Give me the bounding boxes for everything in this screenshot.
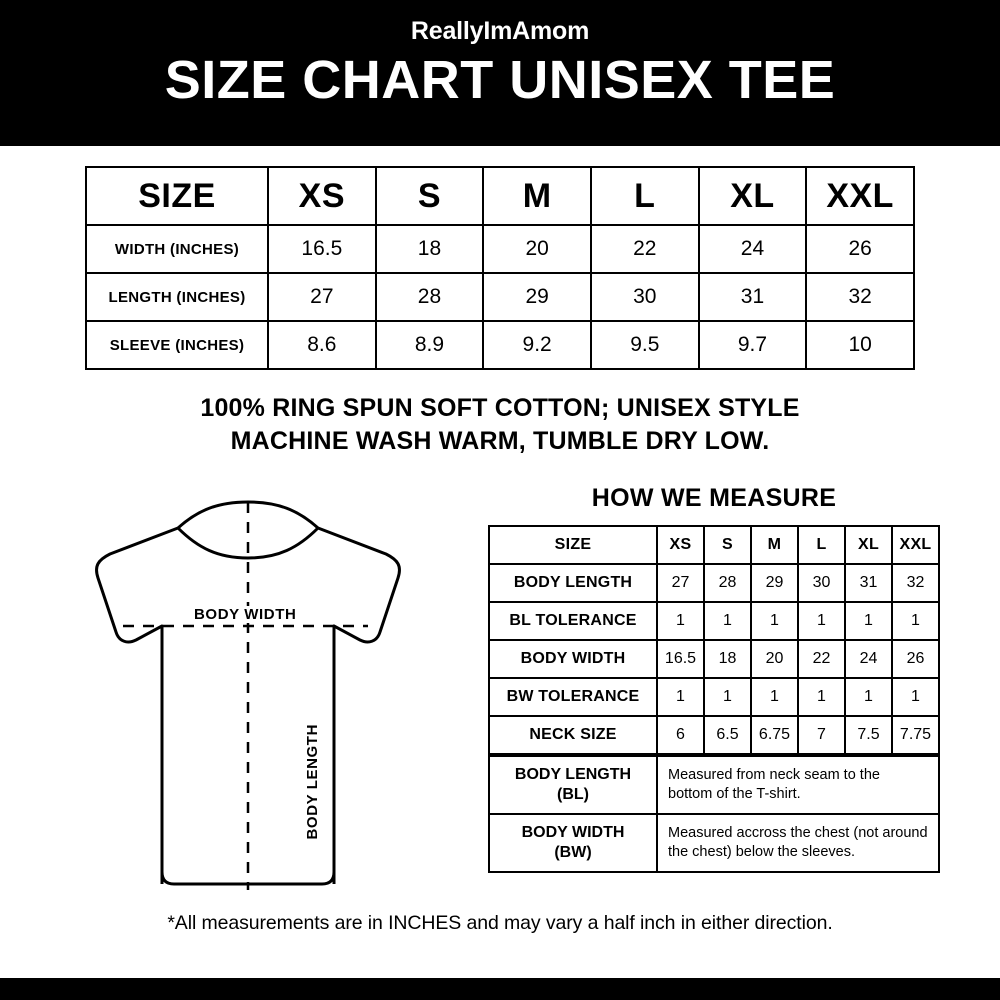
measure-table (488, 525, 940, 755)
measure-cell-blt-s: 1 (704, 602, 751, 640)
measure-cell-neck-m: 6.75 (751, 716, 798, 754)
measure-cell-neck-xl: 7.5 (845, 716, 892, 754)
cell-length-m: 29 (483, 273, 591, 321)
table-row (489, 678, 939, 716)
table-header-row (489, 526, 939, 564)
table-row (489, 640, 939, 678)
measure-column-header-xxl: XXL (892, 526, 939, 564)
measure-cell-bw-xs: 16.5 (657, 640, 704, 678)
cell-width-m: 20 (483, 225, 591, 273)
care-line-1: 100% RING SPUN SOFT COTTON; UNISEX STYLE (200, 394, 800, 422)
measure-cell-neck-l: 7 (798, 716, 845, 754)
shirt-diagram (40, 480, 460, 900)
measure-column-header-size: SIZE (489, 526, 657, 564)
definition-row (489, 814, 939, 872)
bottom-bar (0, 978, 1000, 1000)
measure-cell-bwt-xs: 1 (657, 678, 704, 716)
measure-cell-neck-xs: 6 (657, 716, 704, 754)
measure-cell-bwt-m: 1 (751, 678, 798, 716)
column-header-xxl: XXL (806, 167, 914, 225)
measure-row-label-bw-tolerance: BW TOLERANCE (489, 678, 657, 716)
definition-text-body-width: Measured accross the chest (not around the chest) below the sleeves. (657, 814, 939, 872)
measure-cell-blt-l: 1 (798, 602, 845, 640)
tshirt-outline-icon (68, 480, 428, 900)
table-row (86, 321, 914, 369)
care-instructions (40, 392, 960, 458)
cell-sleeve-l: 9.5 (591, 321, 699, 369)
brand-logo: ReallyImAmom (410, 17, 590, 45)
measure-cell-bw-m: 20 (751, 640, 798, 678)
cell-sleeve-xs: 8.6 (268, 321, 376, 369)
how-we-measure-title: HOW WE MEASURE (591, 484, 837, 512)
measure-cell-bwt-s: 1 (704, 678, 751, 716)
measure-cell-neck-xxl: 7.75 (892, 716, 939, 754)
table-header-row (86, 167, 914, 225)
table-row (489, 716, 939, 754)
measure-column-header-xs: XS (657, 526, 704, 564)
page-body (0, 146, 1000, 1000)
definition-row (489, 756, 939, 814)
measure-row-label-body-length: BODY LENGTH (489, 564, 657, 602)
measure-cell-bl-m: 29 (751, 564, 798, 602)
cell-length-s: 28 (376, 273, 484, 321)
measure-column-header-xl: XL (845, 526, 892, 564)
definition-term-line-1: BODY WIDTH (521, 824, 625, 841)
footnote: *All measurements are in INCHES and may vary a half inch in either direction. (167, 912, 833, 934)
measure-cell-bw-xl: 24 (845, 640, 892, 678)
cell-width-s: 18 (376, 225, 484, 273)
measure-cell-bl-xs: 27 (657, 564, 704, 602)
measure-column-header-l: L (798, 526, 845, 564)
cell-sleeve-m: 9.2 (483, 321, 591, 369)
measure-cell-bl-s: 28 (704, 564, 751, 602)
cell-length-xs: 27 (268, 273, 376, 321)
measure-cell-blt-xxl: 1 (892, 602, 939, 640)
cell-width-xxl: 26 (806, 225, 914, 273)
cell-length-xl: 31 (699, 273, 807, 321)
label-body-width: BODY WIDTH (190, 606, 300, 623)
cell-length-l: 30 (591, 273, 699, 321)
row-label-sleeve: SLEEVE (INCHES) (86, 321, 268, 369)
column-header-xs: XS (268, 167, 376, 225)
definitions-table (488, 755, 940, 873)
cell-width-l: 22 (591, 225, 699, 273)
cell-sleeve-xl: 9.7 (699, 321, 807, 369)
lower-section (40, 480, 960, 900)
table-row (489, 564, 939, 602)
measure-cell-bwt-xxl: 1 (892, 678, 939, 716)
row-label-length: LENGTH (INCHES) (86, 273, 268, 321)
cell-width-xs: 16.5 (268, 225, 376, 273)
care-line-2: MACHINE WASH WARM, TUMBLE DRY LOW. (230, 427, 770, 455)
measure-cell-bl-l: 30 (798, 564, 845, 602)
column-header-m: M (483, 167, 591, 225)
definition-term-line-1: BODY LENGTH (514, 766, 632, 783)
how-we-measure-section (460, 480, 960, 873)
measure-cell-bw-xxl: 26 (892, 640, 939, 678)
measure-cell-bl-xl: 31 (845, 564, 892, 602)
column-header-size: SIZE (86, 167, 268, 225)
measure-cell-bw-s: 18 (704, 640, 751, 678)
table-row (86, 225, 914, 273)
measure-cell-bwt-l: 1 (798, 678, 845, 716)
definition-term-line-2: (BW) (554, 844, 592, 861)
cell-length-xxl: 32 (806, 273, 914, 321)
column-header-xl: XL (699, 167, 807, 225)
page-title: SIZE CHART UNISEX TEE (164, 49, 836, 110)
definition-text-body-length: Measured from neck seam to the bottom of the T-shirt. (657, 756, 939, 814)
measure-cell-blt-xs: 1 (657, 602, 704, 640)
definition-term-body-width (489, 814, 657, 872)
measure-row-label-bl-tolerance: BL TOLERANCE (489, 602, 657, 640)
label-body-length: BODY LENGTH (304, 720, 321, 844)
measure-cell-bl-xxl: 32 (892, 564, 939, 602)
column-header-s: S (376, 167, 484, 225)
measure-cell-blt-xl: 1 (845, 602, 892, 640)
definition-term-line-2: (BL) (557, 786, 589, 803)
size-table (85, 166, 915, 370)
measure-row-label-neck-size: NECK SIZE (489, 716, 657, 754)
measure-cell-bw-l: 22 (798, 640, 845, 678)
definition-term-body-length (489, 756, 657, 814)
cell-sleeve-s: 8.9 (376, 321, 484, 369)
measure-cell-blt-m: 1 (751, 602, 798, 640)
measure-column-header-m: M (751, 526, 798, 564)
measure-cell-neck-s: 6.5 (704, 716, 751, 754)
table-row (489, 602, 939, 640)
measure-column-header-s: S (704, 526, 751, 564)
row-label-width: WIDTH (INCHES) (86, 225, 268, 273)
measure-row-label-body-width: BODY WIDTH (489, 640, 657, 678)
measure-cell-bwt-xl: 1 (845, 678, 892, 716)
cell-sleeve-xxl: 10 (806, 321, 914, 369)
table-row (86, 273, 914, 321)
page-header (0, 0, 1000, 146)
cell-width-xl: 24 (699, 225, 807, 273)
column-header-l: L (591, 167, 699, 225)
